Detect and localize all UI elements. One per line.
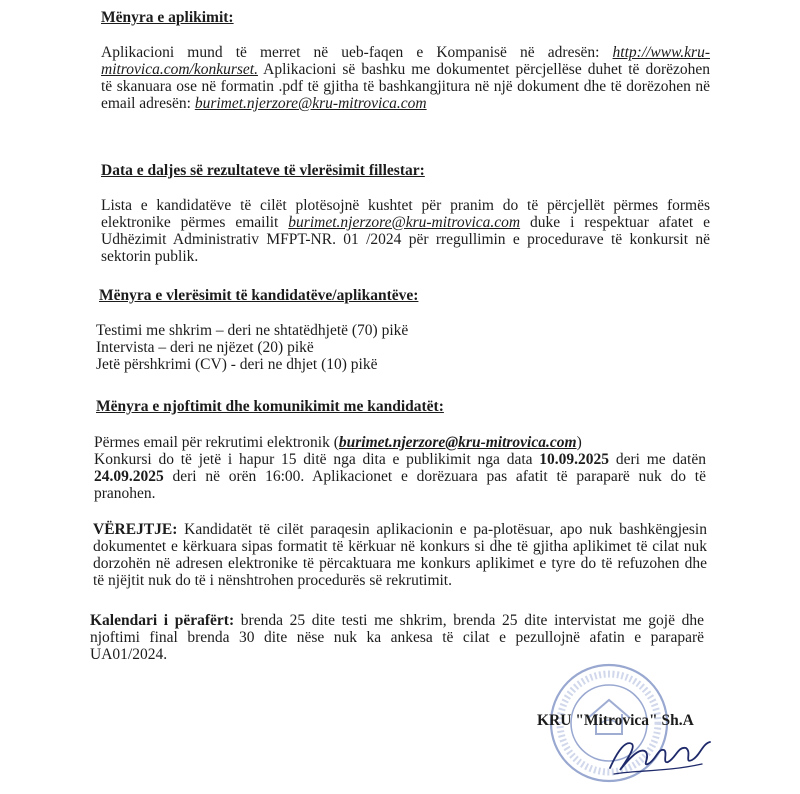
- section-heading-notification: Mënyra e njoftimit dhe komunikimit me kandidatët:: [96, 398, 444, 415]
- evaluation-item-interview: Intervista – deri ne njëzet (20) pikë: [96, 339, 314, 356]
- line: sektorin publik.: [101, 248, 199, 265]
- note-label: VËREJTJE:: [93, 521, 178, 538]
- section-heading-application-method: Mënyra e aplikimit:: [101, 9, 234, 26]
- paragraph-results-date: [101, 197, 710, 265]
- line: pranohen.: [94, 485, 156, 502]
- section-heading-evaluation-method: Mënyra e vlerësimit të kandidatëve/aplikantëve:: [99, 287, 419, 304]
- paragraph-notification: [94, 434, 706, 502]
- line: Lista e kandidatëve të cilët plotësojnë kushtet për pranim do të përcjellët përmes formës: [101, 197, 710, 214]
- hr-email-link[interactable]: burimet.njerzore@kru-mitrovica.com: [288, 214, 521, 231]
- line: Konkursi do të jetë i hapur 15 ditë nga dita e publikimit nga data 10.09.2025 deri me datën: [94, 451, 706, 468]
- section-heading-results-date: Data e daljes së rezultateve të vlerësimit fillestar:: [101, 162, 425, 179]
- line: elektronike përmes emailit burimet.njerzore@kru-mitrovica.com duke i respektuar afatet e: [101, 214, 710, 231]
- calendar-label: Kalendari i përafërt:: [90, 612, 235, 629]
- application-url-link-cont[interactable]: mitrovica.com/konkurset.: [101, 61, 258, 78]
- paragraph-note: [93, 521, 707, 589]
- hr-email-link[interactable]: burimet.njerzore@kru-mitrovica.com: [194, 95, 427, 112]
- paragraph-calendar: [90, 612, 704, 663]
- paragraph-evaluation-method: [96, 322, 496, 373]
- line: njoftimi final brenda 30 dite nëse nuk ka ankesa të cilat e pezullojnë afatin e paraparë: [90, 629, 704, 646]
- line: Udhëzimit Administrativ MFPT-NR. 01 /2024 për rregullimin e procedurave të konkursit në: [101, 231, 710, 248]
- evaluation-item-written-test: Testimi me shkrim – deri ne shtatëdhjetë (70) pikë: [96, 322, 409, 339]
- company-signature-name: KRU "Mitrovica" Sh.A: [537, 712, 694, 729]
- line: të njëjtit nuk do të i nënshtrohen procedurës së rekrutimit.: [93, 572, 452, 589]
- line: Kalendari i përafërt: brenda 25 dite testi me shkrim, brenda 25 dite intervistat me gojë dhe: [90, 612, 704, 629]
- line: UA01/2024.: [90, 646, 168, 663]
- line: Përmes email për rekrutimi elektronik (burimet.njerzore@kru-mitrovica.com): [94, 434, 582, 451]
- start-date: 10.09.2025: [539, 451, 610, 468]
- line: dorzohën në adresen elektronike të përcaktuara me konkurs aplikimet e tyre do të refuzohen dhe: [93, 555, 707, 572]
- paragraph-application-method: [101, 44, 710, 112]
- line: VËREJTJE: Kandidatët të cilët paraqesin aplikacionin e pa-plotësuar, apo nuk bashkëngjesin: [93, 521, 707, 538]
- end-date: 24.09.2025: [94, 468, 164, 485]
- line: email adresën: burimet.njerzore@kru-mitrovica.com: [101, 95, 427, 112]
- handwritten-signature: [606, 730, 716, 780]
- application-url-link[interactable]: http://www.kru-: [612, 44, 710, 61]
- line: mitrovica.com/konkurset. Aplikacioni së bashku me dokumentet përcjellëse duhet të dorëzohen: [101, 61, 710, 78]
- hr-email-link[interactable]: burimet.njerzore@kru-mitrovica.com: [338, 434, 577, 451]
- line: Aplikacioni mund të merret në ueb-faqen e Kompanisë në adresën: http://www.kru-: [101, 44, 710, 61]
- line: 24.09.2025 deri në orën 16:00. Aplikacionet e dorëzuara pas afatit të paraparë nuk do të: [94, 468, 706, 485]
- line: dokumentet e kërkuara sipas formatit të kërkuar në konkurs si dhe të gjitha aplikimet të cilat nuk: [93, 538, 707, 555]
- evaluation-item-cv: Jetë përshkrimi (CV) - deri ne dhjet (10) pikë: [96, 356, 378, 373]
- line: të skanuara ose në formatin .pdf të gjitha të bashkangjitura në një dokument dhe të dorëzohen në: [101, 78, 710, 95]
